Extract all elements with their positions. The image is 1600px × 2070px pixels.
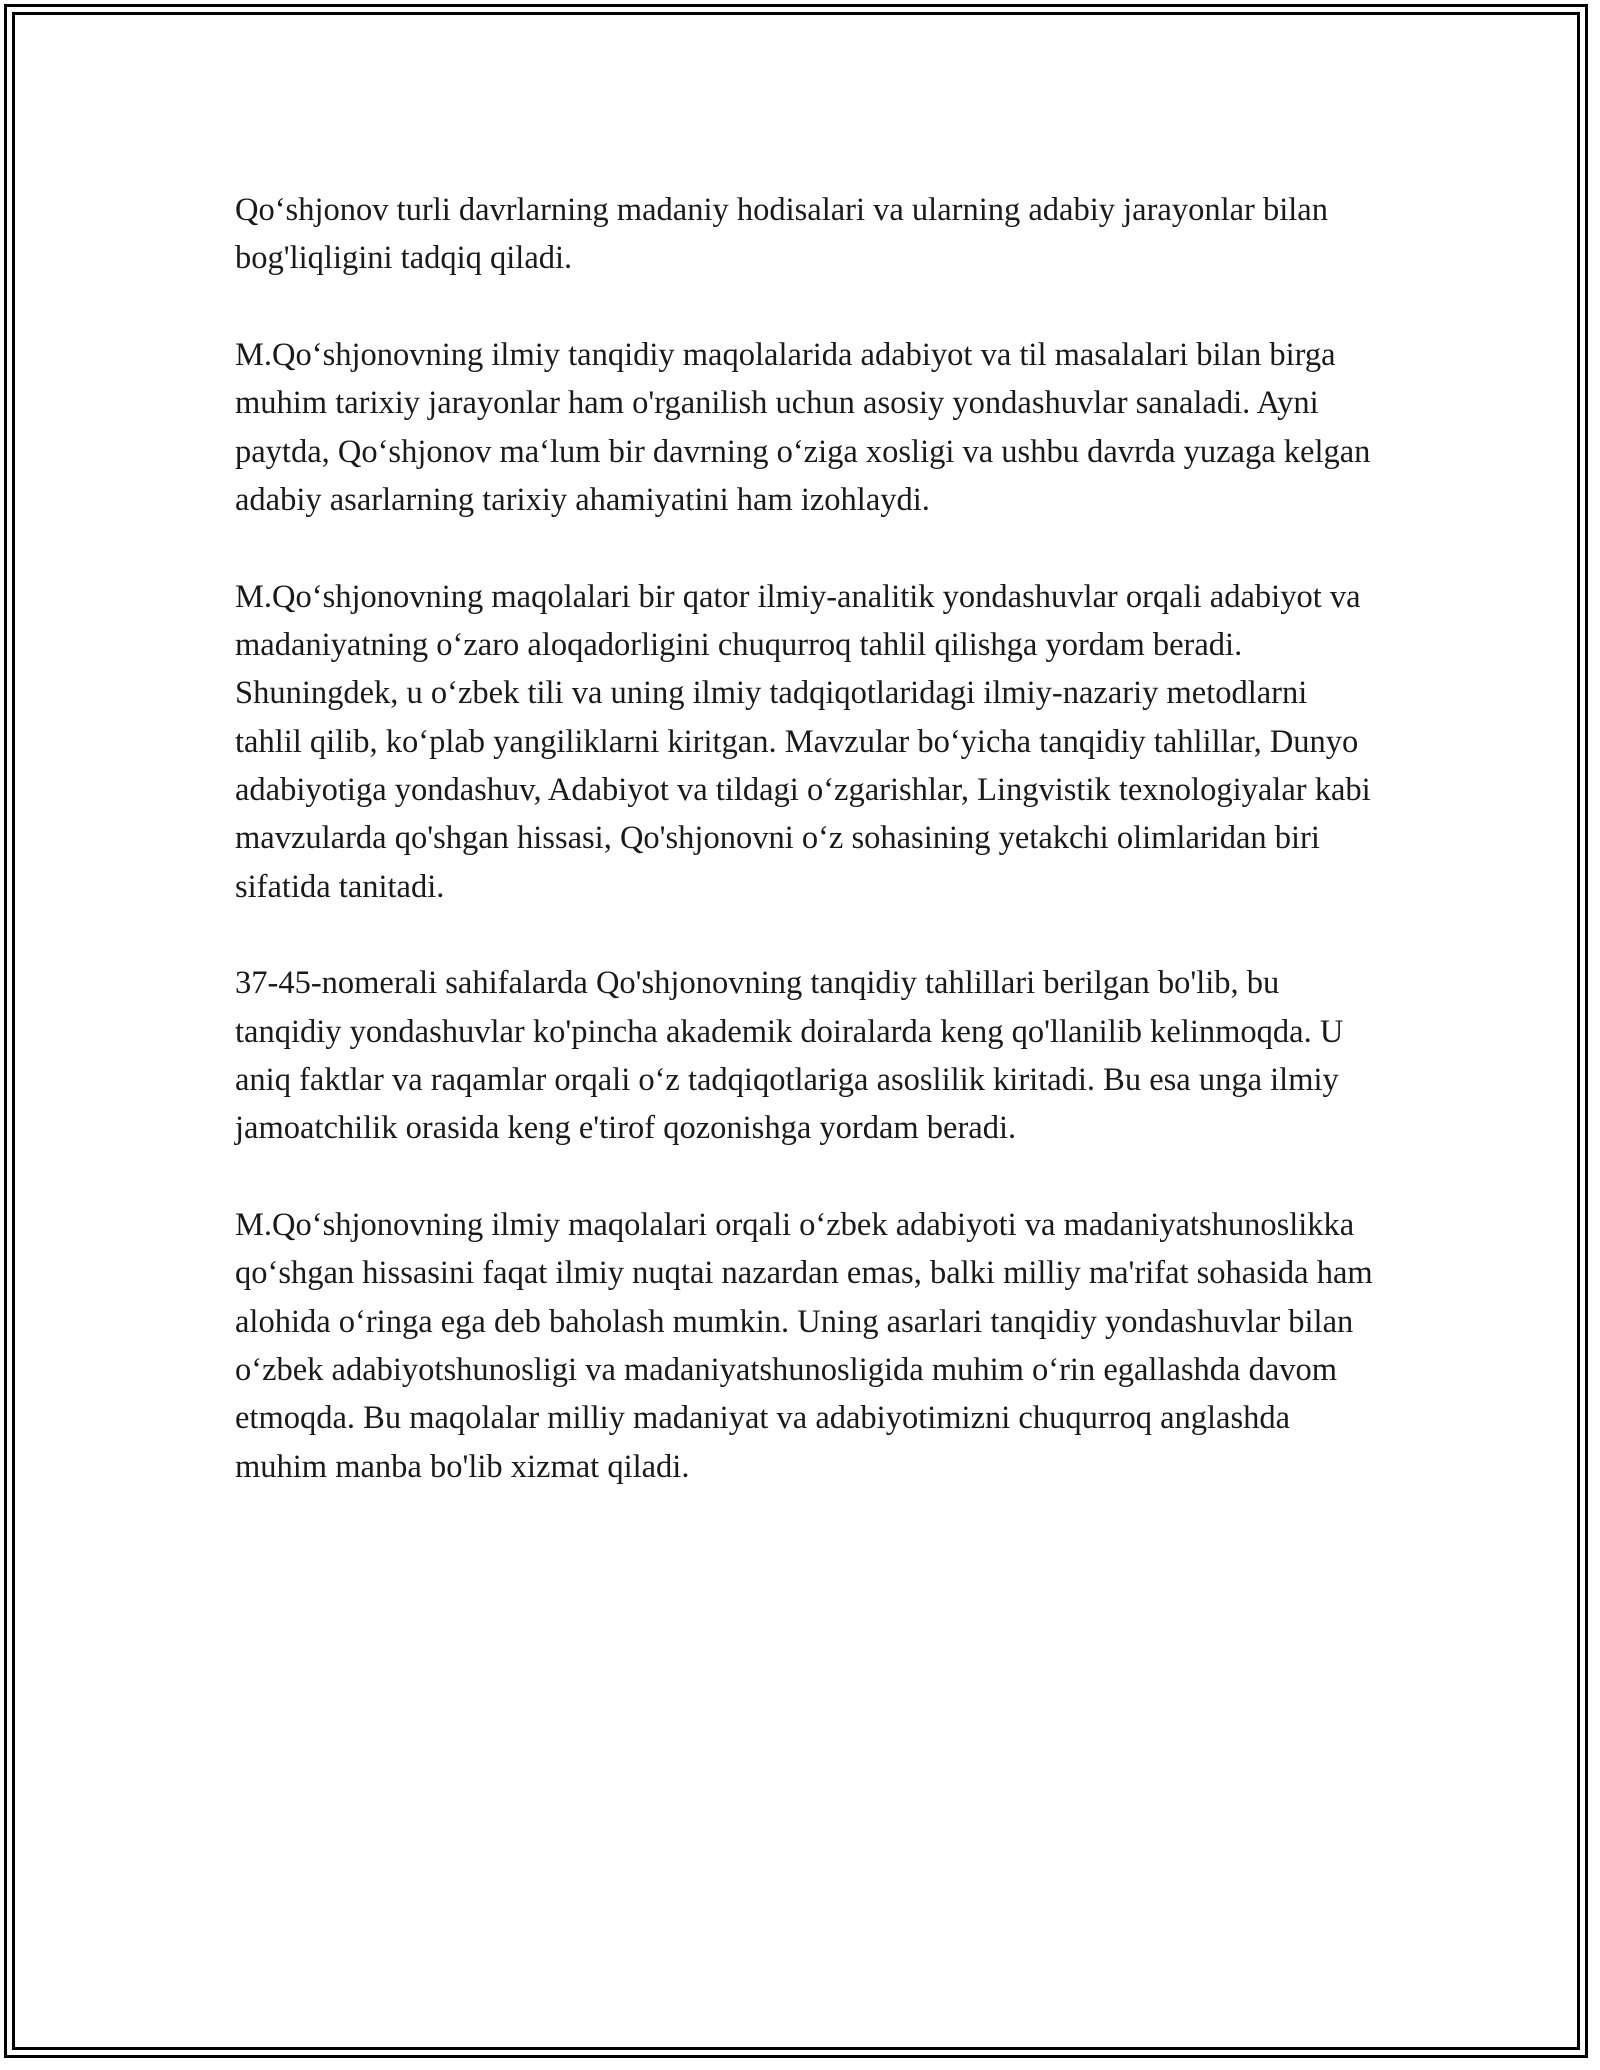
- paragraph-5: M.Qo‘shjonovning ilmiy maqolalari orqali o‘zbek adabiyoti va madaniyatshunoslikka qo‘shgan hissasini faqat ilmiy nuqtai nazardan emas, balki milliy ma'rifat sohasida ham alohida o‘ringa ega deb baholash mumkin. Uning asarlari tanqidiy yondashuvlar bilan o‘zbek adabiyotshunosligi va madaniyatshunosligida muhim o‘rin egallashda davom etmoqda. Bu maqolalar milliy madaniyat va adabiyotimizni chuqurroq anglashda muhim manba bo'lib xizmat qiladi.: [235, 1207, 1373, 1485]
- paragraph-4: 37-45-nomerali sahifalarda Qo'shjonovning tanqidiy tahlillari berilgan bo'lib, bu tanqidiy yondashuvlar ko'pincha akademik doiralarda keng qo'llanilib kelinmoqda. U aniq faktlar va raqamlar orqali o‘z tadqiqotlariga asoslilik kiritadi. Bu esa unga ilmiy jamoatchilik orasida keng e'tirof qozonishga yordam beradi.: [235, 965, 1344, 1147]
- paragraph-1: Qo‘shjonov turli davrlarning madaniy hodisalari va ularning adabiy jarayonlar bilan bog'liqligini tadqiq qiladi.: [235, 192, 1328, 277]
- document-body: [235, 186, 1375, 1539]
- paragraph-3: M.Qo‘shjonovning maqolalari bir qator ilmiy-analitik yondashuvlar orqali adabiyot va madaniyatning o‘zaro aloqadorligini chuqurroq tahlil qilishga yordam beradi. Shuningdek, u o‘zbek tili va uning ilmiy tadqiqotlaridagi ilmiy-nazariy metodlarni tahlil qilib, ko‘plab yangiliklarni kiritgan. Mavzular bo‘yicha tanqidiy tahlillar, Dunyo adabiyotiga yondashuv, Adabiyot va tildagi o‘zgarishlar, Lingvistik texnologiyalar kabi mavzularda qo'shgan hissasi, Qo'shjonovni o‘z sohasining yetakchi olimlaridan biri sifatida tanitadi.: [235, 578, 1371, 905]
- paragraph-2: M.Qo‘shjonovning ilmiy tanqidiy maqolalarida adabiyot va til masalalari bilan birga muhim tarixiy jarayonlar ham o'rganilish uchun asosiy yondashuvlar sanaladi. Ayni paytda, Qo‘shjonov ma‘lum bir davrning o‘ziga xosligi va ushbu davrda yuzaga kelgan adabiy asarlarning tarixiy ahamiyatini ham izohlaydi.: [235, 337, 1371, 518]
